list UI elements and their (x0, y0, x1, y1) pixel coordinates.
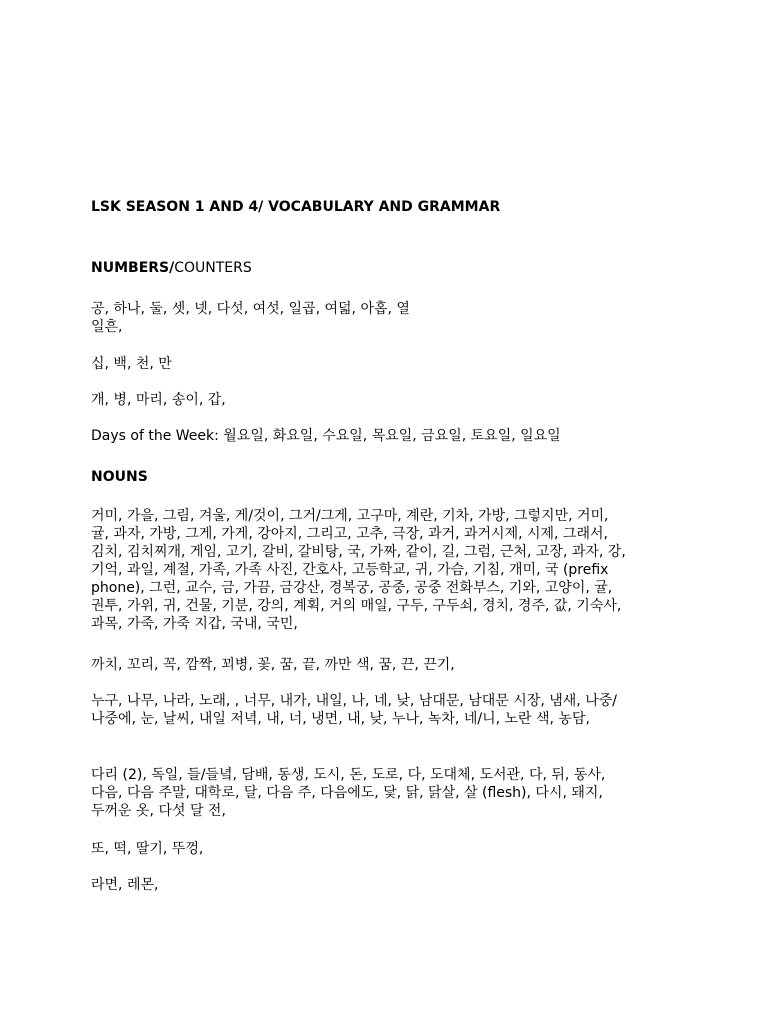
days-of-week-line: Days of the Week: 월요일, 화요일, 수요일, 목요일, 금요일, 토요일, 일요일 (91, 428, 561, 444)
nouns-heading: NOUNS (91, 469, 148, 485)
nouns-line: 귤, 과자, 가방, 그게, 가게, 강아지, 그리고, 고추, 극장, 과거, 과거시제, 시제, 그래서, (91, 526, 608, 542)
counters-line: 개, 병, 마리, 송이, 갑, (91, 392, 226, 408)
nouns-line: 라면, 레몬, (91, 877, 159, 893)
nouns-line: 까치, 꼬리, 꼭, 깜짝, 꾀병, 꽃, 꿈, 끝, 까만 색, 꿈, 끈, 끈기, (91, 657, 455, 673)
document-title: LSK SEASON 1 AND 4/ VOCABULARY AND GRAMMAR (91, 199, 501, 215)
numbers-line: 공, 하나, 둘, 셋, 넷, 다섯, 여섯, 일곱, 여덟, 아홉, 열 (91, 301, 410, 317)
nouns-line: 권투, 가위, 귀, 건물, 기분, 강의, 계획, 거의 매일, 구두, 구두쇠, 경치, 경주, 값, 기숙사, (91, 598, 622, 614)
numbers-heading-bold: NUMBERS/ (91, 260, 175, 276)
numbers-line: 일흔, (91, 319, 123, 335)
numbers-heading-normal: COUNTERS (174, 260, 252, 276)
nouns-line: 두꺼운 옷, 다섯 달 전, (91, 803, 226, 819)
nouns-line: 다리 (2), 독일, 들/들녘, 담배, 동생, 도시, 돈, 도로, 다, 도대체, 도서관, 다, 뒤, 동사, (91, 767, 606, 783)
numbers-line: 십, 백, 천, 만 (91, 356, 172, 372)
nouns-line: phone), 그런, 교수, 금, 가끔, 금강산, 경복궁, 공중, 공중 전화부스, 기와, 고양이, 귤, (91, 580, 613, 596)
nouns-line: 기억, 과일, 계절, 가족, 가족 사진, 간호사, 고등학교, 귀, 가슴, 기침, 개미, 국 (prefix (91, 562, 609, 578)
numbers-heading (91, 259, 252, 278)
nouns-line: 거미, 가을, 그림, 겨울, 게/것이, 그거/그게, 고구마, 계란, 기차, 가방, 그렇지만, 거미, (91, 508, 609, 524)
nouns-line: 김치, 김치찌개, 게임, 고기, 갈비, 갈비탕, 국, 가짜, 같이, 길, 그럼, 근처, 고장, 과자, 강, (91, 544, 626, 560)
nouns-line: 다음, 다음 주말, 대학로, 달, 다음 주, 다음에도, 닻, 닭, 닭살, 살 (flesh), 다시, 돼지, (91, 785, 603, 801)
nouns-line: 나중에, 눈, 날씨, 내일 저녁, 내, 너, 냉면, 내, 낮, 누나, 녹차, 네/니, 노란 색, 농담, (91, 711, 590, 727)
nouns-line: 누구, 나무, 나라, 노래, , 너무, 내가, 내일, 나, 네, 낮, 남대문, 남대문 시장, 냄새, 나중/ (91, 693, 617, 709)
nouns-line: 또, 떡, 딸기, 뚜껑, (91, 841, 204, 857)
nouns-line: 과목, 가죽, 가죽 지갑, 국내, 국민, (91, 616, 298, 632)
